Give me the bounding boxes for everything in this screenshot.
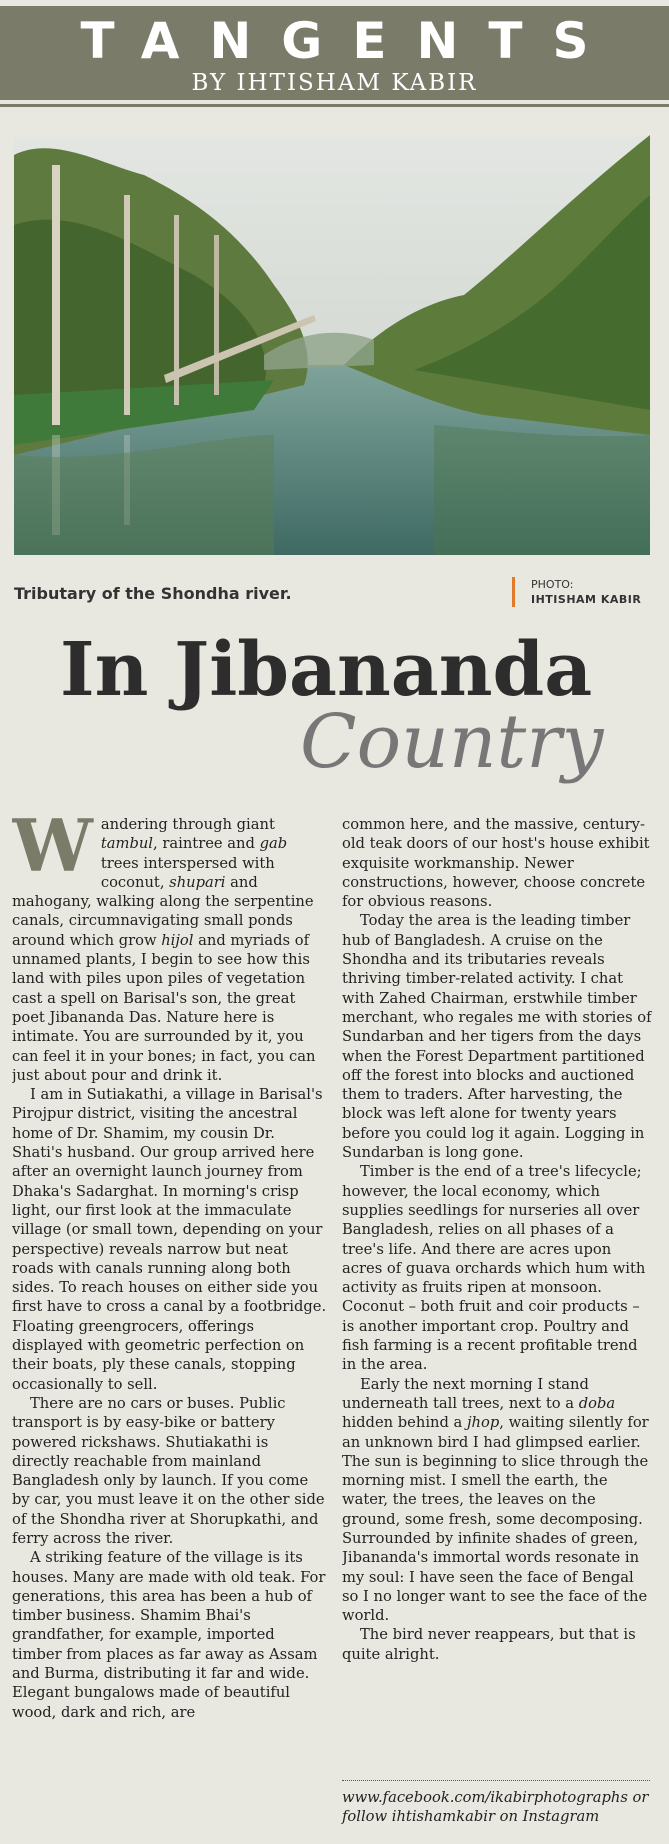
article-paragraph: There are no cars or buses. Public transport is by easy-bike or battery powered rickshaws. Shutiakathi is directly reachable from mainland Bangladesh only by launch. If you come by car, you must leave it on the other side of the Shondha river at Shorupkathi, and ferry across the river. — [12, 1394, 325, 1547]
article-paragraph: The bird never reappears, but that is quite alright. — [342, 1626, 636, 1663]
footer-line-1[interactable]: www.facebook.com/ikabirphotographs or — [342, 1789, 649, 1806]
river-photo — [14, 135, 650, 555]
photo-credit-label: PHOTO: — [531, 578, 574, 591]
drop-cap: W — [12, 815, 93, 888]
column-banner — [0, 6, 669, 100]
photo-credit-name: IHTISHAM KABIR — [531, 593, 642, 606]
article-paragraph: Early the next morning I stand underneath tall trees, next to a doba hidden behind a jhop, waiting silently for an unknown bird I had glimpsed earlier. The sun is beginning to slice through the morning mist. I smell the earth, the water, the trees, the leaves on the ground, some fresh, some decomposing. Surrounded by infinite shades of green, Jibananda's immortal words resonate in my soul: I have seen the face of Bengal so I no longer want to see the face of the world. — [342, 1375, 649, 1625]
footer-line-2: follow ihtishamkabir on Instagram — [342, 1808, 600, 1826]
article-paragraph: common here, and the massive, century-old teak doors of our host's house exhibit exquisite workmanship. Newer constructions, however, choose concrete for obvious reasons. — [342, 816, 650, 911]
headline-line-2: Country — [300, 699, 604, 785]
article-paragraph: I am in Sutiakathi, a village in Barisal's Pirojpur district, visiting the ancestral home of Dr. Shamim, my cousin Dr. Shati's husband. Our group arrived here after an overnight launch journey from Dhaka's Sadarghat. In morning's crisp light, our first look at the immaculate village (or small town, depending on your perspective) reveals narrow but neat roads with canals running along both sides. To reach houses on either side you first have to cross a canal by a footbridge. Floating greengrocers, offerings displayed with geometric perfection on their boats, ply these canals, stopping occasionally to sell. — [12, 1086, 327, 1393]
river-photo-illustration — [14, 135, 650, 555]
author-social-note — [342, 1788, 662, 1827]
headline-line-1: In Jibananda — [60, 627, 593, 713]
article-paragraph: A striking feature of the village is its houses. Many are made with old teak. For generations, this area has been a hub of timber business. Shamim Bhai's grandfather, for example, imported timber from places as far away as Assam and Burma, distributing it far and wide. Elegant bungalows made of beautiful wood, dark and rich, are — [12, 1549, 326, 1721]
article-column-left — [12, 815, 328, 1835]
article-column-right — [342, 815, 652, 1835]
article-paragraph: Timber is the end of a tree's lifecycle; however, the local economy, which supplies seedlings for nurseries all over Bangladesh, relies on all phases of a tree's life. And there are acres upon acres of guava orchards which hum with activity as fruits ripen at monsoon. Coconut – both fruit and coir products – is another important crop. Poultry and fish farming is a recent profitable trend in the area. — [342, 1163, 646, 1374]
photo-caption: Tributary of the Shondha river. — [14, 584, 292, 603]
banner-rule — [0, 104, 669, 107]
article-paragraph: Today the area is the leading timber hub of Bangladesh. A cruise on the Shondha and its tributaries reveals thriving timber-related activity. I chat with Zahed Chairman, erstwhile timber merchant, who regales me with stories of Sundarban and her tigers from the days when the Forest Department partitioned off the forest into blocks and auctioned them to traders. After harvesting, the block was left alone for twenty years before you could log it again. Logging in Sundarban is long gone. — [342, 912, 652, 1162]
column-title: TANGENTS — [80, 12, 619, 70]
photo-credit — [512, 577, 641, 607]
article-paragraph: andering through giant tambul, raintree and gab trees interspersed with coconut, shupari and mahogany, walking along the serpentine canals, circumnavigating small ponds around which grow hijol and myriads of unnamed plants, I begin to see how this land with piles upon piles of vegetation cast a spell on Barisal's son, the great poet Jibananda Das. Nature here is intimate. You are surrounded by it, you can feel it in your bones; in fact, you can just about pour and drink it. — [12, 816, 316, 1084]
footer-divider — [342, 1780, 650, 1781]
column-byline: BY IHTISHAM KABIR — [191, 70, 478, 96]
